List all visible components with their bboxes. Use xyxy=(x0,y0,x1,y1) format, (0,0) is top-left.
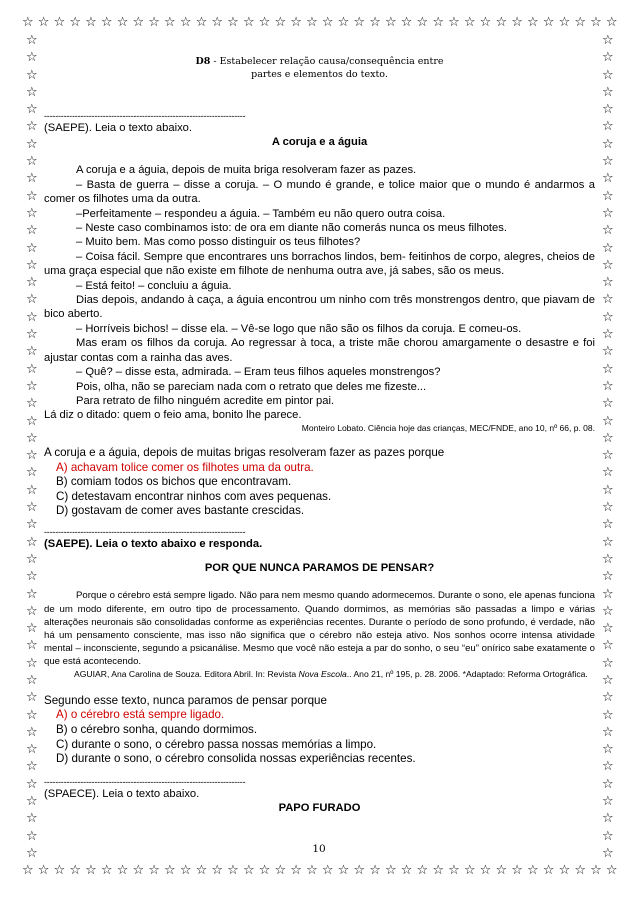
star-icon: ☆ xyxy=(416,15,429,30)
star-icon: ☆ xyxy=(400,863,413,878)
star-icon: ☆ xyxy=(242,15,255,30)
star-icon: ☆ xyxy=(26,569,38,585)
star-icon: ☆ xyxy=(85,15,97,30)
star-icon: ☆ xyxy=(164,863,176,878)
q2-citation xyxy=(44,669,595,680)
star-icon: ☆ xyxy=(164,15,176,30)
star-icon: ☆ xyxy=(602,327,614,343)
star-icon: ☆ xyxy=(527,15,539,30)
star-icon: ☆ xyxy=(590,15,602,30)
star-icon: ☆ xyxy=(602,223,614,239)
star-icon: ☆ xyxy=(605,863,618,878)
star-icon: ☆ xyxy=(605,15,618,30)
star-icon: ☆ xyxy=(602,344,614,360)
star-icon: ☆ xyxy=(26,655,38,671)
star-icon: ☆ xyxy=(227,15,239,30)
q2-option-b[interactable]: B) o cérebro sonha, quando dormimos. xyxy=(56,722,258,736)
q2-text-title: POR QUE NUNCA PARAMOS DE PENSAR? xyxy=(204,562,435,575)
star-icon: ☆ xyxy=(26,845,38,861)
star-icon: ☆ xyxy=(602,672,614,688)
star-icon: ☆ xyxy=(495,15,508,30)
q2-citation-pre: AGUIAR, Ana Carolina de Souza. Editora Abril. In: Revista xyxy=(74,668,299,679)
star-icon: ☆ xyxy=(179,863,192,878)
star-icon: ☆ xyxy=(26,776,38,792)
star-icon: ☆ xyxy=(26,327,38,343)
star-icon: ☆ xyxy=(26,828,38,844)
star-icon: ☆ xyxy=(558,15,571,30)
star-icon: ☆ xyxy=(353,863,366,878)
star-icon: ☆ xyxy=(306,15,318,30)
star-icon: ☆ xyxy=(179,15,192,30)
star-icon: ☆ xyxy=(602,84,614,100)
star-icon: ☆ xyxy=(100,863,113,878)
star-icon: ☆ xyxy=(602,50,614,66)
q2-option-a[interactable]: A) o cérebro está sempre ligado. xyxy=(56,708,225,722)
q1-option-a[interactable]: A) achavam tolice comer os filhotes uma da outra. xyxy=(56,460,314,474)
star-icon: ☆ xyxy=(602,603,614,619)
star-icon: ☆ xyxy=(274,15,287,30)
star-icon: ☆ xyxy=(602,517,614,533)
star-icon: ☆ xyxy=(242,863,255,878)
star-icon: ☆ xyxy=(26,396,38,412)
star-icon: ☆ xyxy=(26,205,38,221)
star-icon: ☆ xyxy=(602,742,614,758)
star-icon: ☆ xyxy=(602,482,614,498)
star-icon: ☆ xyxy=(337,863,350,878)
star-icon: ☆ xyxy=(26,724,38,740)
star-icon: ☆ xyxy=(602,621,614,637)
star-icon: ☆ xyxy=(26,275,38,291)
star-icon: ☆ xyxy=(26,638,38,654)
story-paragraph: A coruja e a águia, depois de muita briga resolveram fazer as pazes. xyxy=(76,164,417,177)
star-icon: ☆ xyxy=(148,863,160,878)
story-paragraph: – Está feito! – concluiu a águia. xyxy=(76,279,232,292)
q2-option-d[interactable]: D) durante o sono, o cérebro consolida nossas experiências recentes. xyxy=(56,752,416,766)
star-icon: ☆ xyxy=(26,430,38,446)
star-border-left xyxy=(26,34,38,860)
star-icon: ☆ xyxy=(26,672,38,688)
star-icon: ☆ xyxy=(602,205,614,221)
descriptor-header xyxy=(44,55,595,81)
star-icon: ☆ xyxy=(26,742,38,758)
star-icon: ☆ xyxy=(602,707,614,723)
star-icon: ☆ xyxy=(602,188,614,204)
star-icon: ☆ xyxy=(602,361,614,377)
star-icon: ☆ xyxy=(26,84,38,100)
star-icon: ☆ xyxy=(148,15,160,30)
star-icon: ☆ xyxy=(590,863,602,878)
star-icon: ☆ xyxy=(116,863,129,878)
star-icon: ☆ xyxy=(26,292,38,308)
star-icon: ☆ xyxy=(26,621,38,637)
star-icon: ☆ xyxy=(132,15,145,30)
star-icon: ☆ xyxy=(290,15,302,30)
page-content xyxy=(44,55,595,815)
star-icon: ☆ xyxy=(602,396,614,412)
star-icon: ☆ xyxy=(463,863,476,878)
star-icon: ☆ xyxy=(542,15,555,30)
q2-paragraph: Porque o cérebro está sempre ligado. Não para nem mesmo quando adormecemos. Durante o sono, ele apenas funciona de um modo diferente, em outro tipo de processamento. Quando dormimos, as memórias são passadas a limpo e várias alterações neuronais são consolidadas conforme as experiências recentes. Durante o período de sono profundo, é verdade, não há um pensamento consciente, mas isso não significa que o cérebro não esteja ativo. Nos sonhos ocorre intensa atividade mental – inconsciente, segundo a psicanálise. Mesmo que você não esteja a par do sonho, o seu “eu” onírico sabe exatamente o que está acontecendo. xyxy=(44,590,595,668)
star-icon: ☆ xyxy=(26,413,38,429)
story-paragraph: –Perfeitamente – respondeu a águia. – Também eu não quero outra coisa. xyxy=(76,207,446,220)
star-icon: ☆ xyxy=(602,551,614,567)
star-icon: ☆ xyxy=(479,15,492,30)
star-icon: ☆ xyxy=(602,845,614,861)
star-icon: ☆ xyxy=(574,15,586,30)
star-icon: ☆ xyxy=(602,811,614,827)
star-icon: ☆ xyxy=(26,586,38,602)
story-paragraph: Dias depois, andando à caça, a águia encontrou um ninho com três monstrengos dentro, que piavam de bico aberto. xyxy=(44,294,595,321)
star-icon: ☆ xyxy=(53,863,66,878)
star-icon: ☆ xyxy=(602,257,614,273)
star-icon: ☆ xyxy=(274,863,287,878)
star-icon: ☆ xyxy=(463,15,476,30)
star-icon: ☆ xyxy=(384,863,397,878)
page-number: 10 xyxy=(312,843,326,855)
star-icon: ☆ xyxy=(26,690,38,706)
star-icon: ☆ xyxy=(195,15,208,30)
separator: ------------------------------------------------------------------------ xyxy=(44,111,246,121)
story-paragraph: Pois, olha, não se pareciam nada com o retrato que deles me fizeste... xyxy=(76,380,427,393)
story-paragraph: – Neste caso combinamos isto: de ora em diante não comerás nunca os meus filhotes. xyxy=(76,222,507,235)
star-icon: ☆ xyxy=(26,136,38,152)
descriptor-code: D8 xyxy=(195,56,211,67)
story-paragraph: Mas eram os filhos da coruja. Ao regressar à toca, a triste mãe chorou amargamente o desastre e foi ajustar contas com a rainha das aves. xyxy=(44,337,595,364)
star-icon: ☆ xyxy=(26,551,38,567)
q1-option-b[interactable]: B) comiam todos os bichos que encontravam. xyxy=(56,475,292,489)
star-icon: ☆ xyxy=(602,655,614,671)
q1-option-c[interactable]: C) detestavam encontrar ninhos com aves pequenas. xyxy=(56,489,332,503)
star-icon: ☆ xyxy=(116,15,129,30)
star-icon: ☆ xyxy=(602,500,614,516)
star-icon: ☆ xyxy=(602,794,614,810)
star-icon: ☆ xyxy=(448,863,460,878)
star-icon: ☆ xyxy=(337,15,350,30)
star-icon: ☆ xyxy=(195,863,208,878)
star-icon: ☆ xyxy=(26,344,38,360)
star-icon: ☆ xyxy=(602,465,614,481)
star-icon: ☆ xyxy=(432,863,444,878)
star-icon: ☆ xyxy=(26,171,38,187)
star-icon: ☆ xyxy=(602,430,614,446)
star-icon: ☆ xyxy=(26,361,38,377)
descriptor-line-1: - Estabelecer relação causa/consequência entre xyxy=(213,56,444,67)
q2-option-c[interactable]: C) durante o sono, o cérebro passa nossas memórias a limpo. xyxy=(56,737,377,751)
story-paragraph: – Horríveis bichos! – disse ela. – Vê-se logo que não são os filhos da coruja. E comeu-os. xyxy=(76,322,522,335)
q1-option-d[interactable]: D) gostavam de comer aves bastante crescidas. xyxy=(56,504,305,518)
star-icon: ☆ xyxy=(602,828,614,844)
q1-text-title: A coruja e a águia xyxy=(271,136,368,149)
star-icon: ☆ xyxy=(602,275,614,291)
q1-question: A coruja e a águia, depois de muitas brigas resolveram fazer as pazes porque xyxy=(44,445,445,459)
star-icon: ☆ xyxy=(100,15,113,30)
star-icon: ☆ xyxy=(26,67,38,83)
star-icon: ☆ xyxy=(602,102,614,118)
star-icon: ☆ xyxy=(321,863,334,878)
q2-citation-post: .. Ano 21, nº 195, p. 28. 2006. *Adaptado: Reforma Ortográfica. xyxy=(346,668,588,679)
star-border-right xyxy=(602,34,614,860)
star-icon: ☆ xyxy=(211,15,224,30)
star-icon: ☆ xyxy=(26,534,38,550)
star-icon: ☆ xyxy=(26,517,38,533)
star-icon: ☆ xyxy=(26,33,38,48)
star-icon: ☆ xyxy=(602,292,614,308)
star-icon: ☆ xyxy=(602,119,614,135)
star-icon: ☆ xyxy=(369,15,381,30)
star-icon: ☆ xyxy=(22,15,34,30)
star-icon: ☆ xyxy=(416,863,429,878)
story-paragraph: – Quê? – disse esta, admirada. – Eram teus filhos aqueles monstrengos? xyxy=(76,366,441,379)
star-icon: ☆ xyxy=(479,863,492,878)
star-icon: ☆ xyxy=(511,863,523,878)
star-icon: ☆ xyxy=(602,569,614,585)
star-border-top xyxy=(22,16,618,29)
star-icon: ☆ xyxy=(448,15,460,30)
star-icon: ☆ xyxy=(26,154,38,170)
star-icon: ☆ xyxy=(400,15,413,30)
star-icon: ☆ xyxy=(542,863,555,878)
star-icon: ☆ xyxy=(353,15,366,30)
star-icon: ☆ xyxy=(227,863,239,878)
star-icon: ☆ xyxy=(602,586,614,602)
star-icon: ☆ xyxy=(602,448,614,464)
star-icon: ☆ xyxy=(258,863,271,878)
story-closing: Lá diz o ditado: quem o feio ama, bonito lhe parece. xyxy=(44,409,302,422)
star-icon: ☆ xyxy=(26,794,38,810)
q2-citation-journal: Nova Escola xyxy=(298,668,347,679)
q2-source-label: (SAEPE). Leia o texto abaixo e responda. xyxy=(44,537,263,550)
star-icon: ☆ xyxy=(22,863,34,878)
star-icon: ☆ xyxy=(53,15,66,30)
star-icon: ☆ xyxy=(26,50,38,66)
star-icon: ☆ xyxy=(26,811,38,827)
star-icon: ☆ xyxy=(26,102,38,118)
star-icon: ☆ xyxy=(69,15,81,30)
star-icon: ☆ xyxy=(26,378,38,394)
star-icon: ☆ xyxy=(602,724,614,740)
separator: ------------------------------------------------------------------------ xyxy=(44,526,246,537)
star-icon: ☆ xyxy=(26,240,38,256)
star-border-bottom xyxy=(22,864,618,877)
star-icon: ☆ xyxy=(602,759,614,775)
star-icon: ☆ xyxy=(558,863,571,878)
star-icon: ☆ xyxy=(384,15,397,30)
star-icon: ☆ xyxy=(602,690,614,706)
q1-source-label: (SAEPE). Leia o texto abaixo. xyxy=(44,122,193,134)
star-icon: ☆ xyxy=(290,863,302,878)
star-icon: ☆ xyxy=(602,240,614,256)
star-icon: ☆ xyxy=(432,15,444,30)
story-paragraph: – Coisa fácil. Sempre que encontrares uns borrachos lindos, bem- feitinhos de corpo, alegres, cheios de uma graça especial que não existe em filhote de nenhuma outra ave, já sabes, são os meus. xyxy=(44,250,595,278)
star-icon: ☆ xyxy=(211,863,224,878)
star-icon: ☆ xyxy=(132,863,145,878)
star-icon: ☆ xyxy=(26,707,38,723)
star-icon: ☆ xyxy=(602,309,614,325)
star-icon: ☆ xyxy=(574,863,586,878)
star-icon: ☆ xyxy=(602,136,614,152)
separator: ------------------------------------------------------------------------ xyxy=(44,776,246,787)
star-icon: ☆ xyxy=(306,863,318,878)
star-icon: ☆ xyxy=(26,603,38,619)
star-icon: ☆ xyxy=(602,413,614,429)
star-icon: ☆ xyxy=(495,863,508,878)
story-paragraph: – Muito bem. Mas como posso distinguir os teus filhotes? xyxy=(76,236,361,249)
star-icon: ☆ xyxy=(69,863,81,878)
star-icon: ☆ xyxy=(26,482,38,498)
star-icon: ☆ xyxy=(602,67,614,83)
star-icon: ☆ xyxy=(321,15,334,30)
star-icon: ☆ xyxy=(26,759,38,775)
star-icon: ☆ xyxy=(602,776,614,792)
q1-story xyxy=(44,163,595,433)
star-icon: ☆ xyxy=(26,119,38,135)
star-icon: ☆ xyxy=(602,33,614,48)
q3-source-label: (SPAECE). Leia o texto abaixo. xyxy=(44,787,200,800)
star-icon: ☆ xyxy=(602,534,614,550)
star-icon: ☆ xyxy=(26,448,38,464)
star-icon: ☆ xyxy=(602,378,614,394)
star-icon: ☆ xyxy=(26,309,38,325)
descriptor-line-2: partes e elementos do texto. xyxy=(251,69,388,80)
star-icon: ☆ xyxy=(602,638,614,654)
star-icon: ☆ xyxy=(26,188,38,204)
story-paragraph: Para retrato de filho ninguém acredite em pintor pai. xyxy=(76,394,335,407)
q3-text-title: PAPO FURADO xyxy=(278,802,361,815)
star-icon: ☆ xyxy=(26,223,38,239)
story-paragraph: – Basta de guerra – disse a coruja. – O mundo é grande, e tolice maior que o mundo é andarmos a comer os filhotes uma da outra. xyxy=(44,178,595,206)
star-icon: ☆ xyxy=(527,863,539,878)
q1-citation: Monteiro Lobato. Ciência hoje das crianças, MEC/FNDE, ano 10, nº 66, p. 08. xyxy=(301,422,595,433)
star-icon: ☆ xyxy=(511,15,523,30)
star-icon: ☆ xyxy=(602,154,614,170)
star-icon: ☆ xyxy=(26,465,38,481)
star-icon: ☆ xyxy=(85,863,97,878)
star-icon: ☆ xyxy=(369,863,381,878)
star-icon: ☆ xyxy=(37,15,50,30)
star-icon: ☆ xyxy=(258,15,271,30)
star-icon: ☆ xyxy=(37,863,50,878)
star-icon: ☆ xyxy=(602,171,614,187)
star-icon: ☆ xyxy=(26,500,38,516)
q2-question: Segundo esse texto, nunca paramos de pensar porque xyxy=(44,693,327,707)
star-icon: ☆ xyxy=(26,257,38,273)
